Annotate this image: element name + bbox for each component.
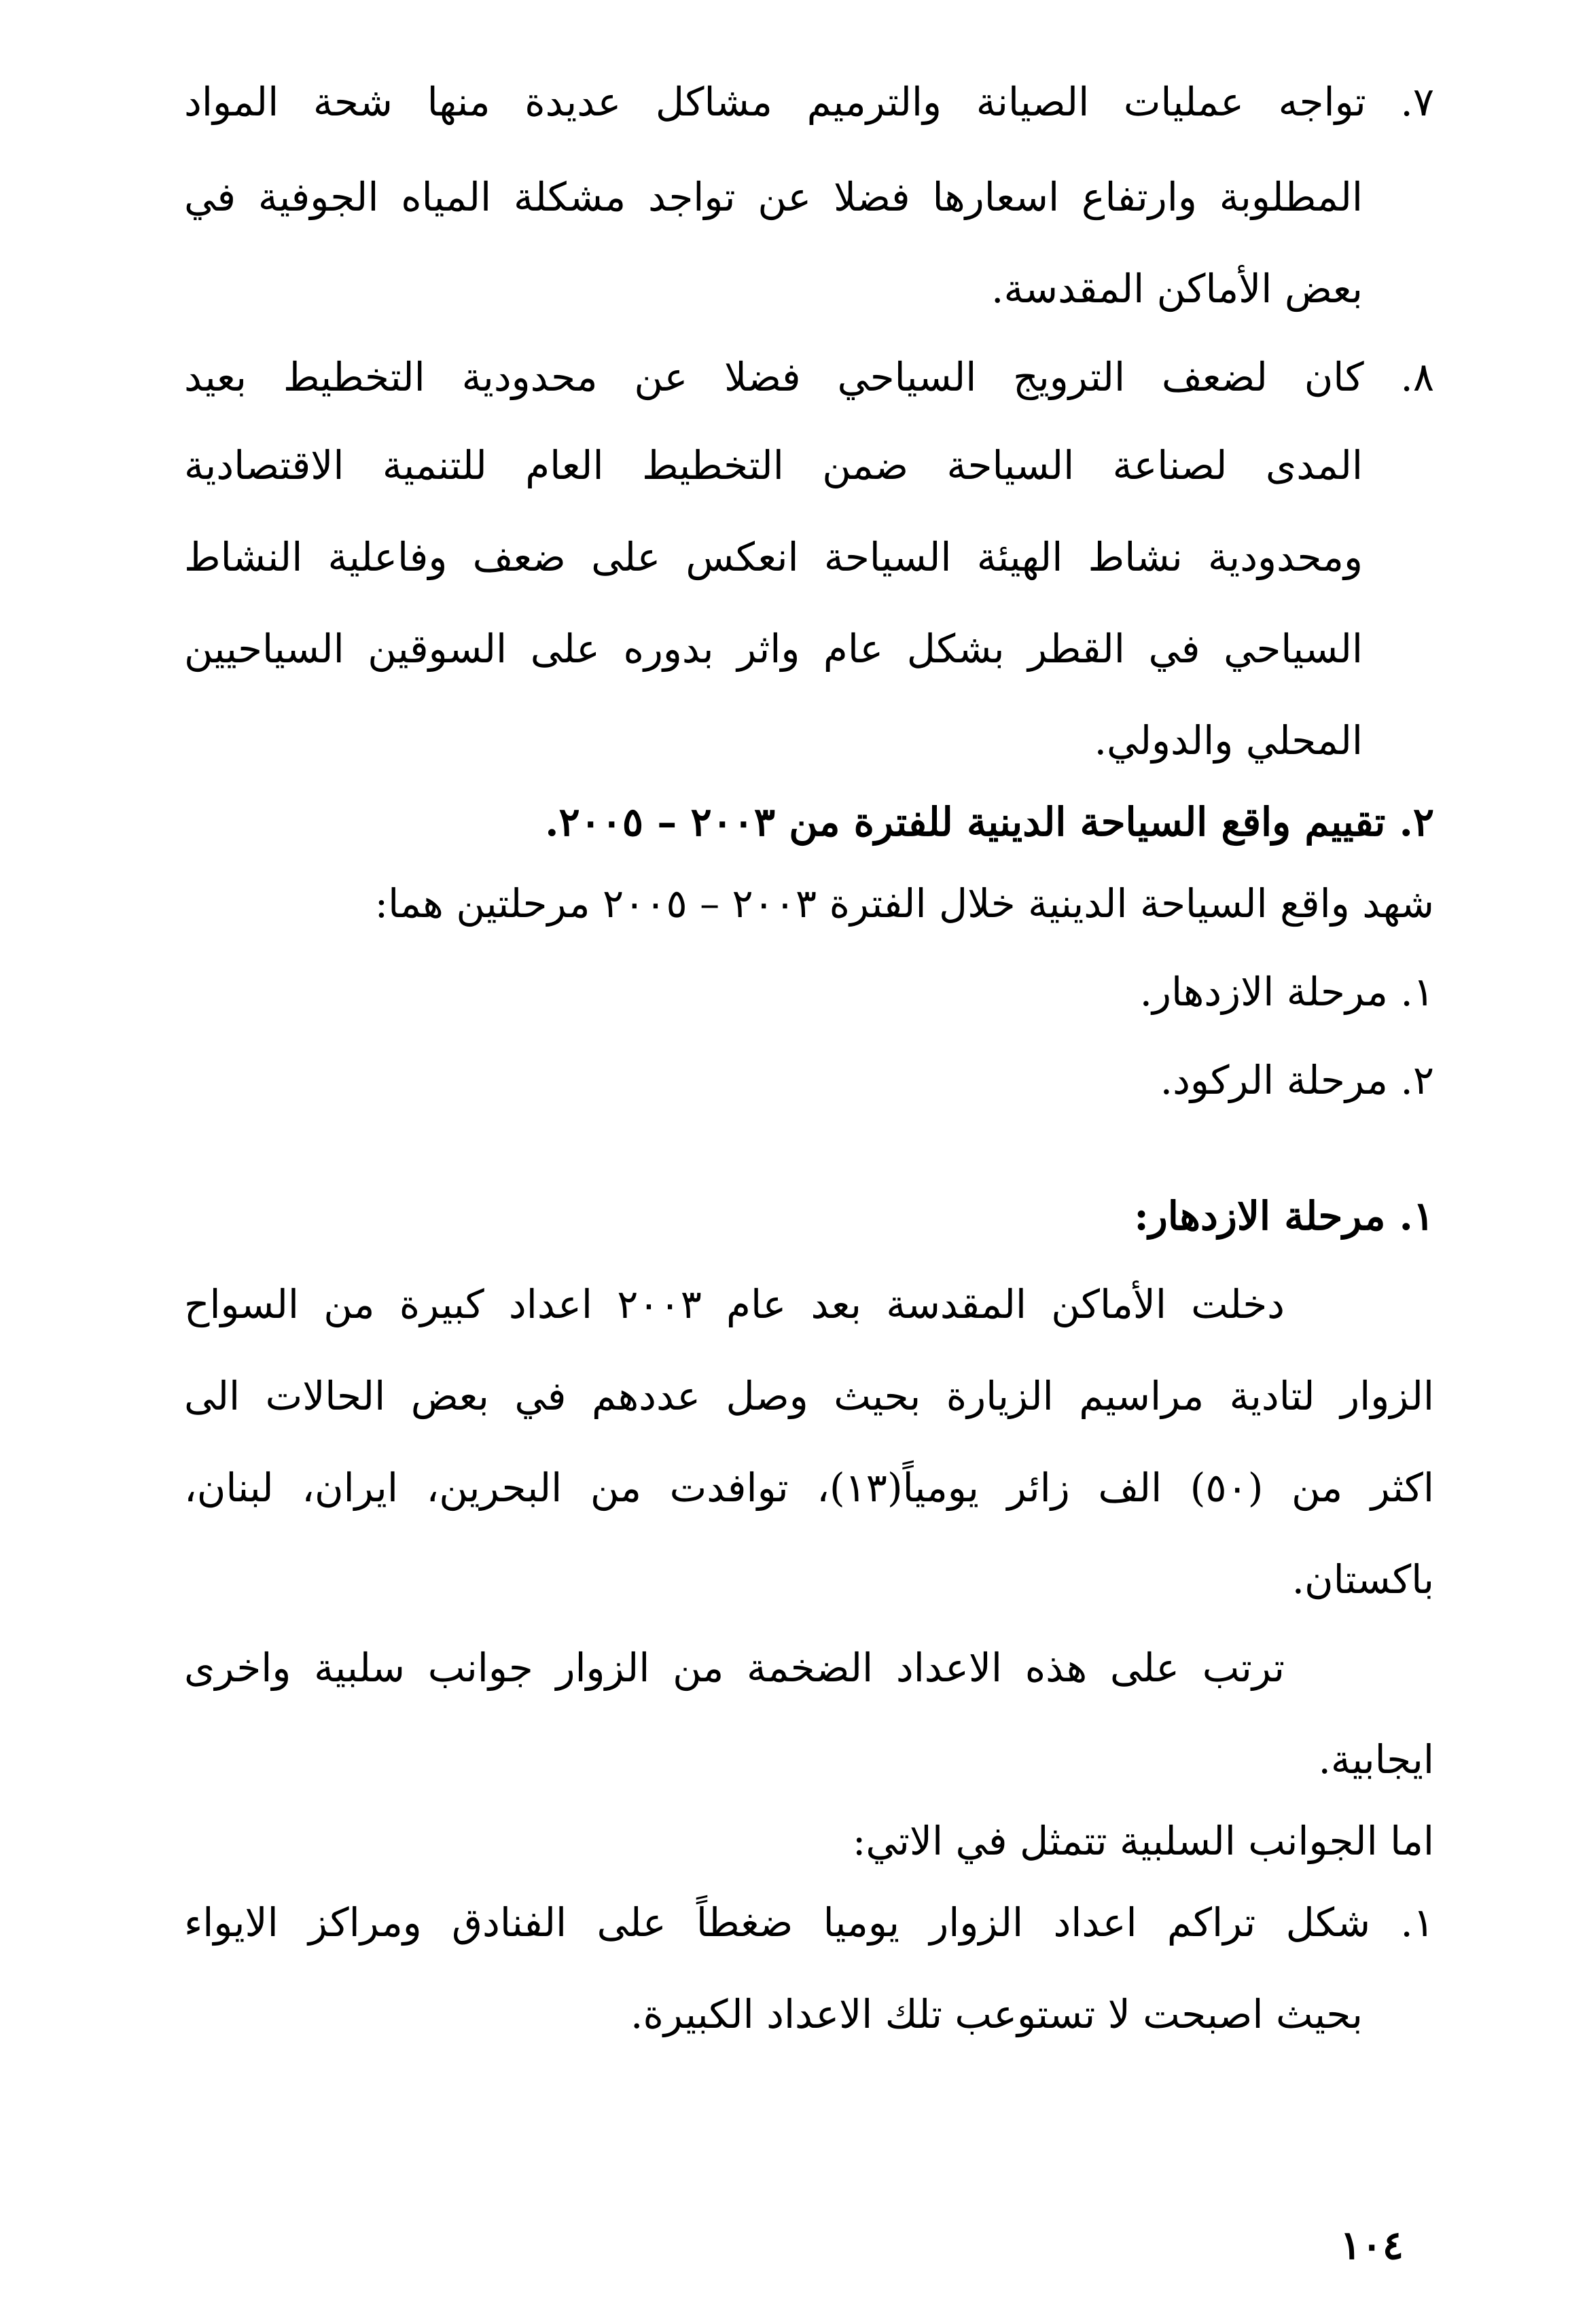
boom-para-line-4: باكستان. — [1291, 1556, 1434, 1603]
boom-para-line-1: دخلت الأماكن المقدسة بعد عام ٢٠٠٣ اعداد كبيرة من السواح — [184, 1281, 1285, 1327]
item-7-line-2: المطلوبة وارتفاع اسعارها فضلا عن تواجد مشكلة المياه الجوفية في — [184, 174, 1363, 220]
boom-para-line-3: اكثر من (٥٠) الف زائر يومياً(١٣)، توافدت من البحرين، ايران، لبنان، — [184, 1465, 1434, 1511]
negative-1-line-2: بحيث اصبحت لا تستوعب تلك الاعداد الكبيرة. — [630, 1991, 1363, 2037]
boom-para-line-2: الزوار لتادية مراسيم الزيارة بحيث وصل عددهم في بعض الحالات الى — [184, 1373, 1434, 1419]
stage-2-item: ٢. مرحلة الركود. — [1160, 1057, 1434, 1103]
page-number: ١٠٤ — [1340, 2222, 1404, 2268]
effects-para-line-2: ايجابية. — [1318, 1736, 1434, 1783]
negatives-intro: اما الجوانب السلبية تتمثل في الاتي: — [852, 1818, 1434, 1864]
boom-stage-heading: ١. مرحلة الازدهار: — [1134, 1193, 1434, 1239]
item-8-line-1: ٨. كان لضعف الترويج السياحي فضلا عن محدودية التخطيط بعيد — [184, 354, 1434, 400]
section-2-intro: شهد واقع السياحة الدينية خلال الفترة ٢٠٠٣ – ٢٠٠٥ مرحلتين هما: — [374, 880, 1434, 927]
negative-1-line-1: ١. شكل تراكم اعداد الزوار يوميا ضغطاً على الفنادق ومراكز الايواء — [184, 1899, 1434, 1946]
section-2-heading: ٢. تقييم واقع السياحة الدينية للفترة من ٢٠٠٣ – ٢٠٠٥. — [545, 799, 1434, 845]
item-8-line-3: ومحدودية نشاط الهيئة السياحة انعكس على ضعف وفاعلية النشاط — [184, 534, 1363, 580]
item-7-line-3: بعض الأماكن المقدسة. — [991, 266, 1363, 312]
item-8-line-5: المحلي والدولي. — [1094, 717, 1363, 764]
item-8-line-4: السياحي في القطر بشكل عام واثر بدوره على السوقين السياحيين — [184, 626, 1363, 672]
item-7-line-1: ٧. تواجه عمليات الصيانة والترميم مشاكل عديدة منها شحة المواد — [184, 79, 1434, 125]
item-8-line-2: المدى لصناعة السياحة ضمن التخطيط العام للتنمية الاقتصادية — [184, 442, 1363, 488]
effects-para-line-1: ترتب على هذه الاعداد الضخمة من الزوار جوانب سلبية واخرى — [184, 1645, 1285, 1691]
stage-1-item: ١. مرحلة الازدهار. — [1139, 969, 1434, 1015]
